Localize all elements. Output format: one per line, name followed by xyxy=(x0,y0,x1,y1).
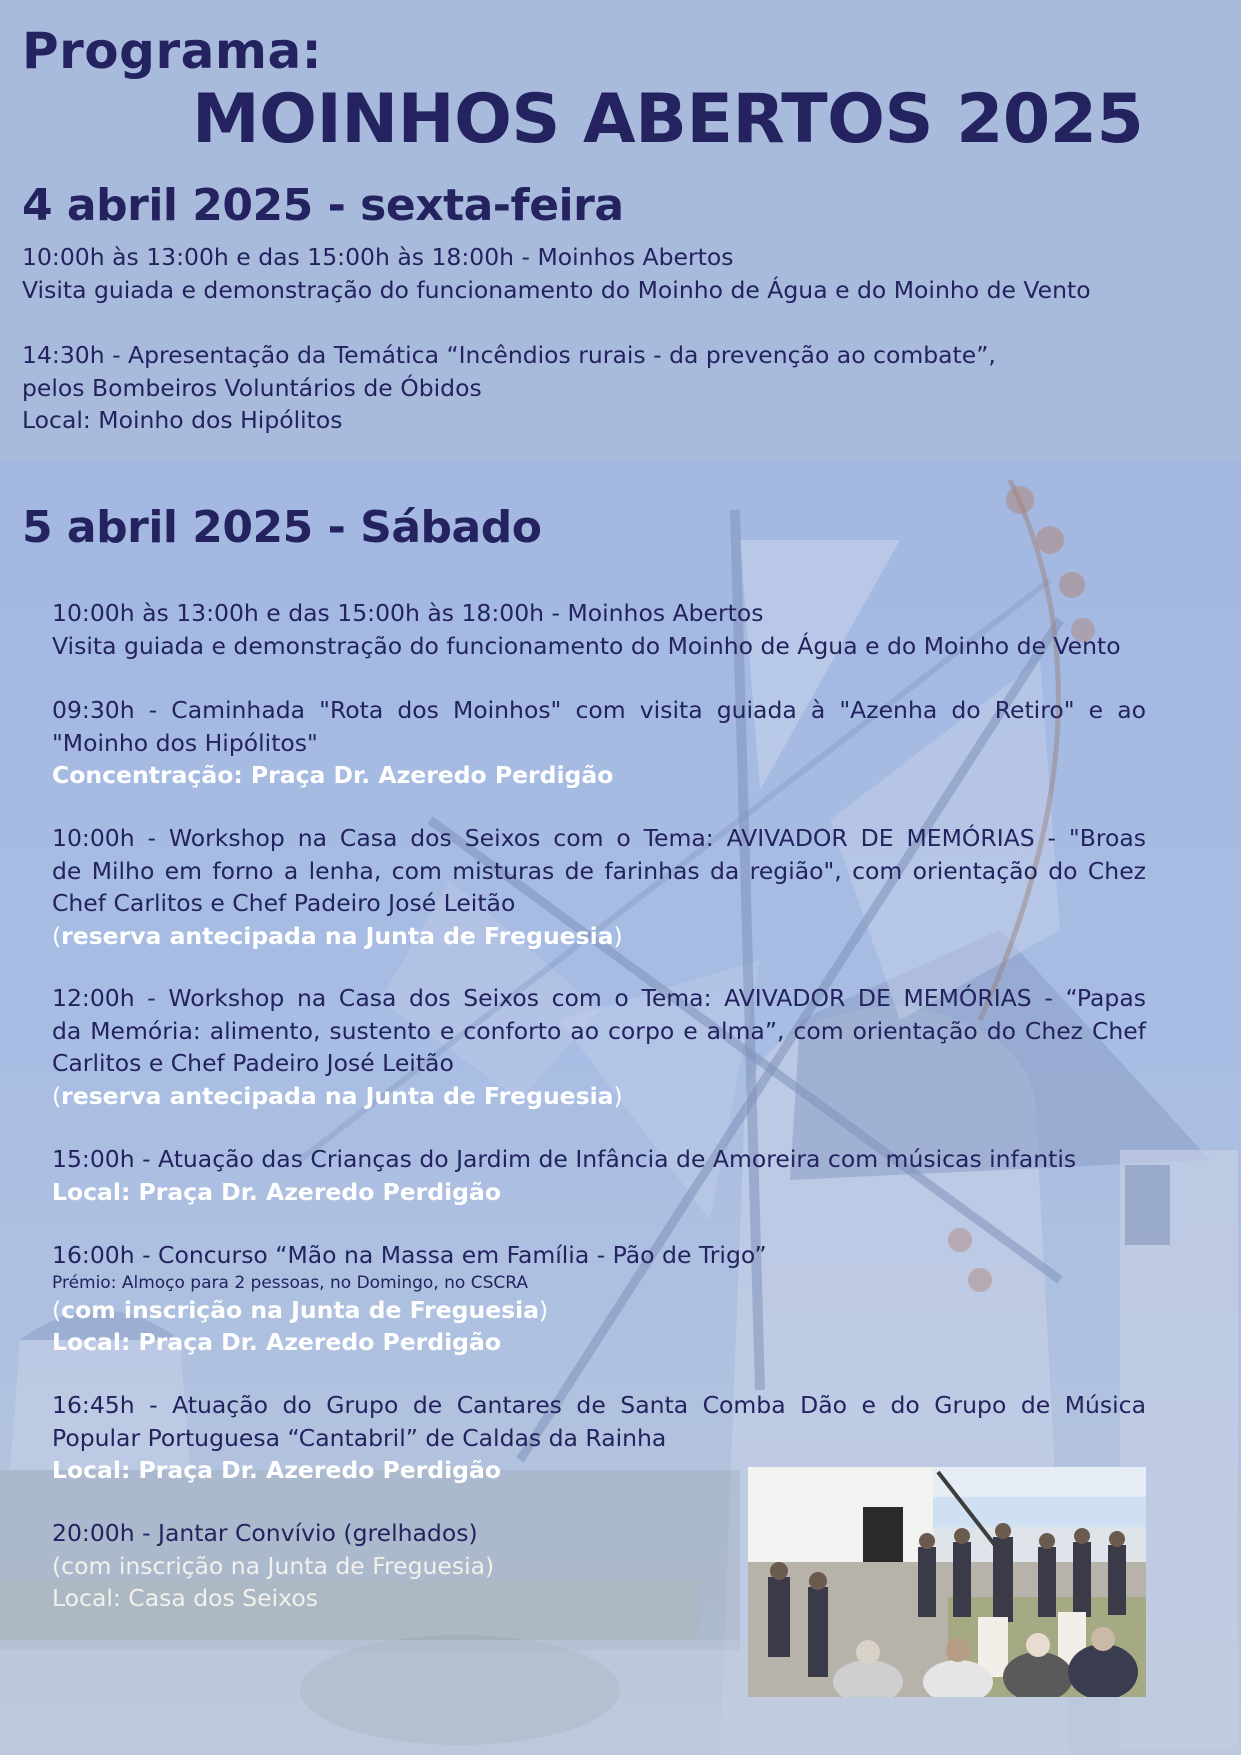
event-location: Local: Praça Dr. Azeredo Perdigão xyxy=(52,1328,501,1356)
day2-event-workshop-papas xyxy=(52,982,1146,1112)
event-line: Popular Portuguesa “Cantabril” de Caldas da Rainha xyxy=(52,1423,667,1452)
event-line: Visita guiada e demonstração do funcionamento do Moinho de Água e do Moinho de Vento xyxy=(52,631,1121,660)
event-location: Local: Praça Dr. Azeredo Perdigão xyxy=(52,1456,501,1484)
folk-dance-photo-illustration xyxy=(748,1467,1146,1697)
reservation-note: (reserva antecipada na Junta de Freguesia) xyxy=(52,921,623,950)
event-line: 10:00h às 13:00h e das 15:00h às 18:00h - Moinhos Abertos xyxy=(52,599,764,627)
event-line: da Memória: alimento, sustento e conforto ao corpo e alma”, com orientação do Chez Chef xyxy=(52,1016,1146,1045)
event-line: 12:00h - Workshop na Casa dos Seixos com o Tema: AVIVADOR DE MEMÓRIAS - “Papas xyxy=(52,984,1146,1012)
event-line: 20:00h - Jantar Convívio (grelhados) xyxy=(52,1519,478,1547)
event-location: Local: Praça Dr. Azeredo Perdigão xyxy=(52,1177,501,1206)
page-title: MOINHOS ABERTOS 2025 xyxy=(192,80,1144,159)
event-line: 15:00h - Atuação das Crianças do Jardim de Infância de Amoreira com músicas infantis xyxy=(52,1145,1077,1173)
day2-heading: 5 abril 2025 - Sábado xyxy=(22,502,542,553)
day1-event2 xyxy=(22,339,996,437)
event-line: Visita guiada e demonstração do funcionamento do Moinho de Água e do Moinho de Vento xyxy=(22,275,1091,304)
day1-heading: 4 abril 2025 - sexta-feira xyxy=(22,180,624,231)
event-line: pelos Bombeiros Voluntários de Óbidos xyxy=(22,373,482,402)
day2-event-moinhos xyxy=(52,597,1146,662)
event-location: Concentração: Praça Dr. Azeredo Perdigão xyxy=(52,761,614,789)
event-line: "Moinho dos Hipólitos" xyxy=(52,728,318,757)
day2-event-workshop-broas xyxy=(52,822,1146,952)
registration-note: (com inscrição na Junta de Freguesia) xyxy=(52,1295,549,1324)
day2-event-caminhada xyxy=(52,694,1146,792)
event-line: Carlitos e Chef Padeiro José Leitão xyxy=(52,1049,454,1077)
prize-note: Prémio: Almoço para 2 pessoas, no Domingo, no CSCRA xyxy=(52,1272,528,1293)
programa-label: Programa: xyxy=(22,22,323,80)
day2-event-criancas xyxy=(52,1143,1146,1208)
event-line: 10:00h - Workshop na Casa dos Seixos com o Tema: AVIVADOR DE MEMÓRIAS - "Broas xyxy=(52,824,1146,852)
event-line: Chef Carlitos e Chef Padeiro José Leitão xyxy=(52,889,516,917)
event-line: 14:30h - Apresentação da Temática “Incêndios rurais - da prevenção ao combate”, xyxy=(22,341,996,369)
day2-event-concurso xyxy=(52,1239,1146,1359)
day1-event1 xyxy=(22,241,1091,306)
event-line: 16:45h - Atuação do Grupo de Cantares de Santa Comba Dão e do Grupo de Música xyxy=(52,1391,1146,1419)
event-line: 09:30h - Caminhada "Rota dos Moinhos" com visita guiada à "Azenha do Retiro" e ao xyxy=(52,696,1146,724)
event-line: 16:00h - Concurso “Mão na Massa em Família - Pão de Trigo” xyxy=(52,1241,767,1269)
day2-event-jantar xyxy=(52,1517,712,1615)
folk-dance-photo xyxy=(748,1467,1146,1697)
event-location: Local: Casa dos Seixos xyxy=(52,1584,318,1612)
registration-note: (com inscrição na Junta de Freguesia) xyxy=(52,1551,495,1580)
reservation-note: (reserva antecipada na Junta de Freguesia) xyxy=(52,1081,623,1110)
event-line: de Milho em forno a lenha, com misturas de farinhas da região", com orientação do Chez xyxy=(52,856,1146,885)
event-line: 10:00h às 13:00h e das 15:00h às 18:00h - Moinhos Abertos xyxy=(22,243,734,271)
event-line: Local: Moinho dos Hipólitos xyxy=(22,406,343,434)
